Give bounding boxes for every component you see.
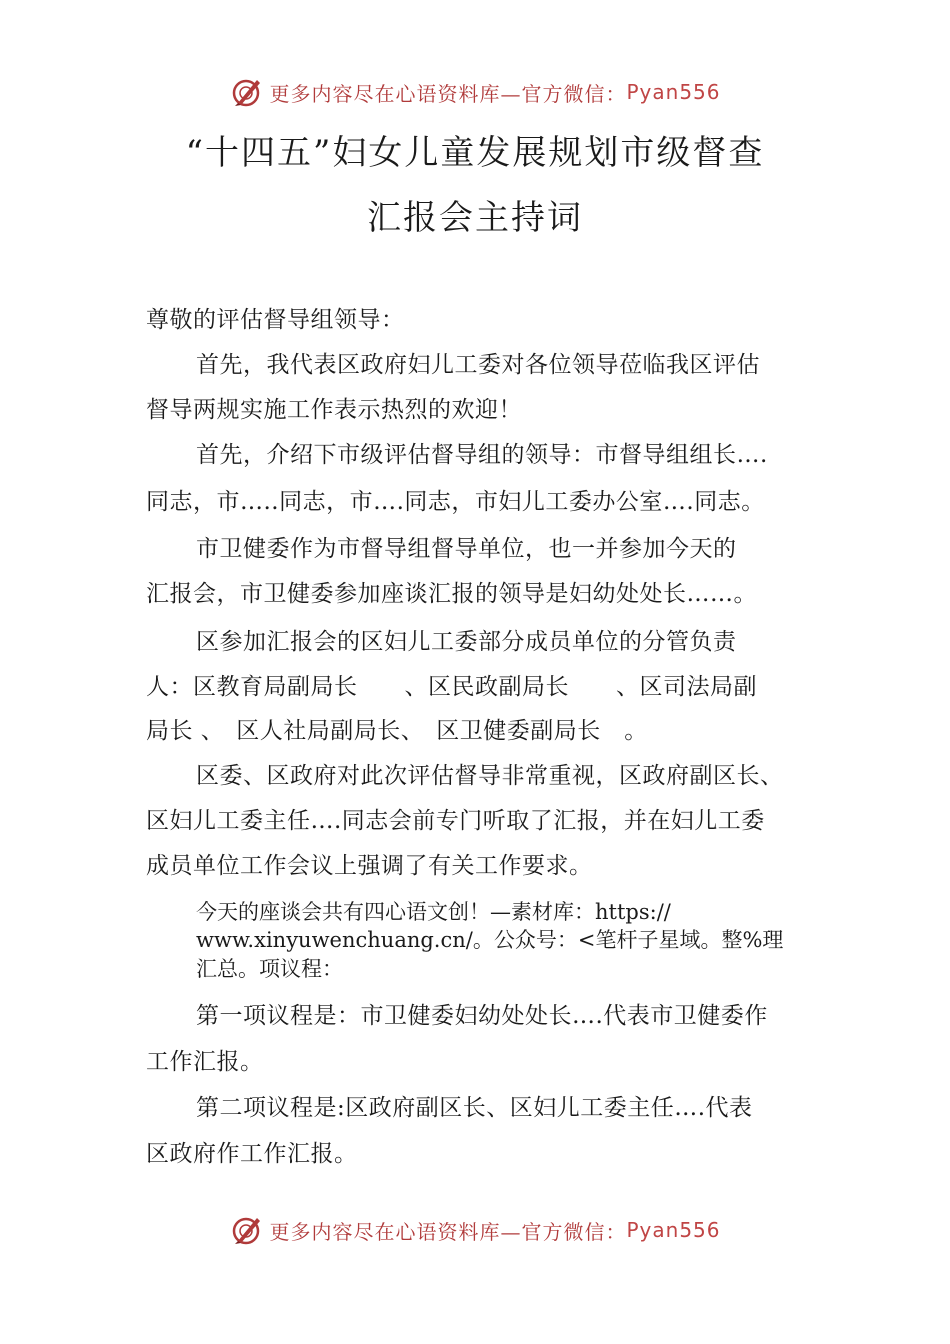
pen-logo-icon <box>229 75 263 109</box>
paragraph-line: 区政府作工作汇报。 <box>146 1141 358 1167</box>
paragraph-line: www.xinyuwenchuang.cn/。公众号：<笔杆子星域。整%理 <box>196 928 784 952</box>
paragraph-line: 市卫健委作为市督导组督导单位，也一并参加今天的 <box>196 536 737 562</box>
paragraph-line: 首先，介绍下市级评估督导组的领导：市督导组组长…. <box>196 442 768 468</box>
header-banner <box>0 72 950 112</box>
paragraph-line: 人：区教育局副局长 、区民政副局长 、区司法局副 <box>146 674 757 700</box>
paragraph-line: 第二项议程是:区政府副区长、区妇儿工委主任….代表 <box>196 1095 753 1121</box>
paragraph-line: 汇总。项议程： <box>196 957 343 981</box>
pen-logo-icon <box>229 1213 263 1247</box>
paragraph-line: 汇报会，市卫健委参加座谈汇报的领导是妇幼处处长……。 <box>146 581 757 607</box>
page-title-line-1: “十四五”妇女儿童发展规划市级督查 <box>185 133 765 173</box>
paragraph-line: 区委、区政府对此次评估督导非常重视，区政府副区长、 <box>196 763 784 789</box>
page-title-line-2: 汇报会主持词 <box>367 198 583 238</box>
paragraph-line: 成员单位工作会议上强调了有关工作要求。 <box>146 853 593 879</box>
paragraph-line: 区妇儿工委主任….同志会前专门听取了汇报，并在妇儿工委 <box>146 808 765 834</box>
salutation: 尊敬的评估督导组领导： <box>146 307 405 333</box>
paragraph-line: 督导两规实施工作表示热烈的欢迎！ <box>146 397 522 423</box>
paragraph-line: 局长 、 区人社局副局长、 区卫健委副局长 。 <box>146 718 648 744</box>
paragraph-line: 首先，我代表区政府妇儿工委对各位领导莅临我区评估 <box>196 352 760 378</box>
paragraph-line: 同志，市…..同志，市….同志，市妇儿工委办公室….同志。 <box>146 489 765 515</box>
footer-banner <box>0 1210 950 1250</box>
paragraph-line: 区参加汇报会的区妇儿工委部分成员单位的分管负责 <box>196 629 737 655</box>
banner-text: 更多内容尽在心语资料库—官方微信： <box>269 81 627 106</box>
paragraph-line: 今天的座谈会共有四心语文创！—素材库：https:// <box>196 900 671 924</box>
wechat-id: Pyan556 <box>626 1218 721 1242</box>
wechat-id: Pyan556 <box>626 80 721 104</box>
banner-text: 更多内容尽在心语资料库—官方微信： <box>269 1219 627 1244</box>
paragraph-line: 第一项议程是：市卫健委妇幼处处长….代表市卫健委作 <box>196 1003 768 1029</box>
paragraph-line: 工作汇报。 <box>146 1049 264 1075</box>
